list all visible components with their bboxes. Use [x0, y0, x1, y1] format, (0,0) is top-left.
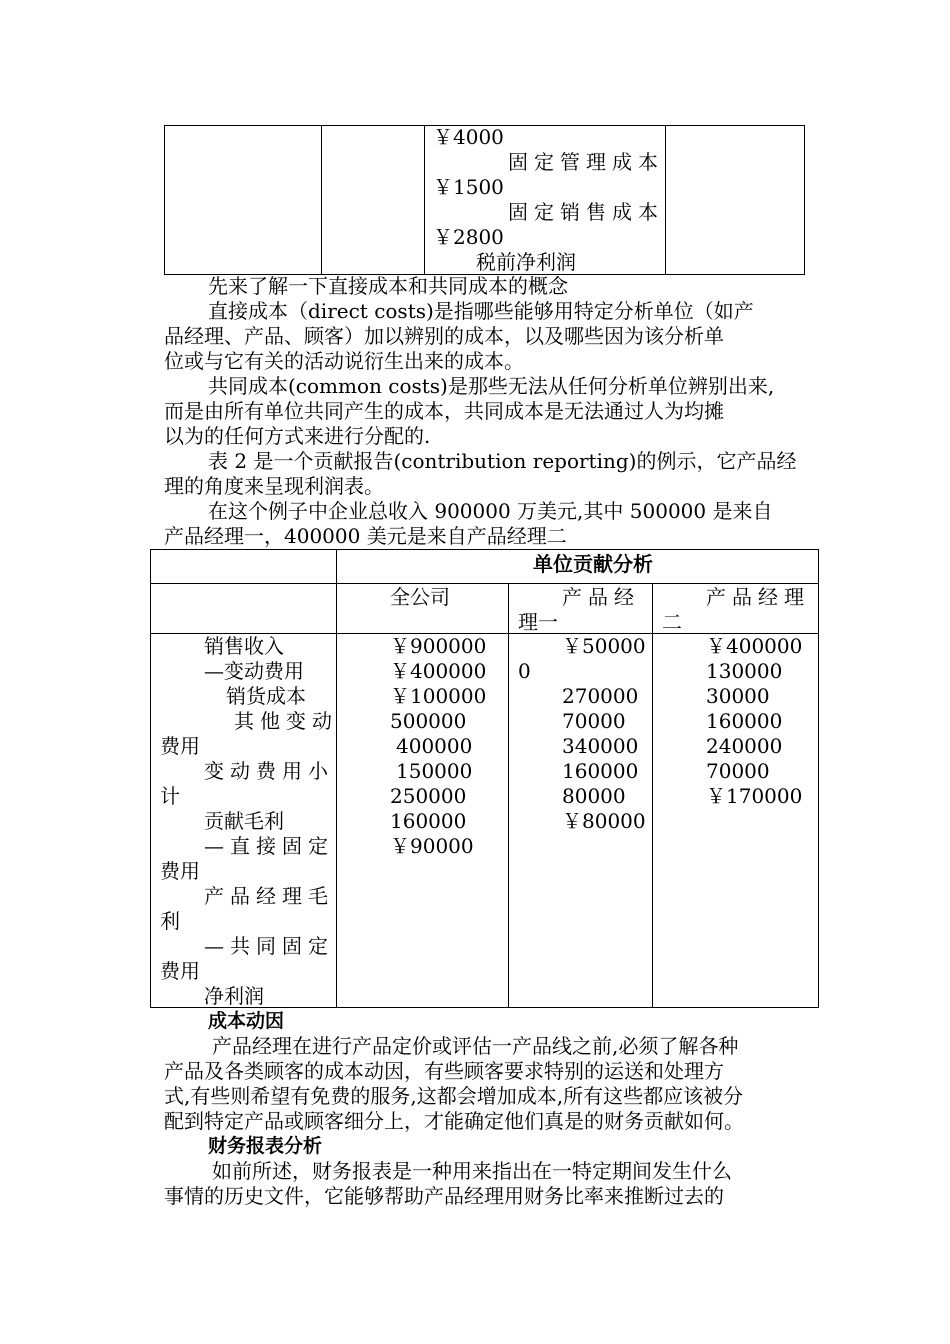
paragraph-line: 产品及各类顾客的成本动因，有些顾客要求特别的运送和处理方	[164, 1059, 724, 1083]
value-cell: ￥400000	[706, 634, 803, 658]
paragraph-line: 理的角度来呈现利润表。	[164, 474, 384, 498]
column-header: 全公司	[390, 585, 450, 609]
row-label: 计	[160, 784, 180, 808]
paragraph-line: 以为的任何方式来进行分配的.	[164, 424, 431, 448]
value-cell: 150000	[396, 759, 473, 783]
cell-text: 固定管理成本	[508, 150, 664, 174]
row-label: 产品经理毛	[204, 884, 334, 908]
value-cell: 240000	[706, 734, 783, 758]
paragraph-line: 直接成本（direct costs)是指哪些能够用特定分析单位（如产	[208, 299, 754, 323]
cell-text: ￥4000	[433, 125, 504, 149]
paragraph-line: 产品经理在进行产品定价或评估一产品线之前,必须了解各种	[212, 1034, 739, 1058]
paragraph-line: 位或与它有关的活动说衍生出来的成本。	[164, 349, 524, 373]
value-cell: 400000	[396, 734, 473, 758]
row-label: 销货成本	[226, 684, 306, 708]
value-cell: ￥400000	[390, 659, 487, 683]
paragraph-line: 式,有些则希望有免费的服务,这都会增加成本,所有这些都应该被分	[164, 1084, 744, 1108]
row-label: 费用	[160, 959, 200, 983]
row-label: —共同固定	[204, 934, 334, 958]
value-cell: 70000	[562, 709, 626, 733]
cell-text: 固定销售成本	[508, 200, 664, 224]
paragraph-line: 先来了解一下直接成本和共同成本的概念	[208, 274, 568, 298]
value-cell: ￥170000	[706, 784, 803, 808]
value-cell: ￥100000	[390, 684, 487, 708]
paragraph-line: 产品经理一，400000 美元是来自产品经理二	[164, 524, 567, 548]
paragraph-line: 如前所述，财务报表是一种用来指出在一特定期间发生什么	[212, 1159, 732, 1183]
paragraph-line: 事情的历史文件，它能够帮助产品经理用财务比率来推断过去的	[164, 1184, 724, 1208]
value-cell: 130000	[706, 659, 783, 683]
row-label: 净利润	[204, 984, 264, 1008]
paragraph-line: 在这个例子中企业总收入 900000 万美元,其中 500000 是来自	[208, 499, 773, 523]
paragraph-line: 配到特定产品或顾客细分上，才能确定他们真是的财务贡献如何。	[164, 1109, 744, 1133]
column-header: 二	[662, 610, 682, 634]
row-label: —直接固定	[204, 834, 334, 858]
value-cell: 340000	[562, 734, 639, 758]
row-label: 销售收入	[204, 634, 284, 658]
row-label: 变动费用小	[204, 759, 334, 783]
value-cell: 70000	[706, 759, 770, 783]
section-heading: 成本动因	[208, 1010, 285, 1032]
row-label: —变动费用	[204, 659, 304, 683]
value-cell: 250000	[390, 784, 467, 808]
cell-text: 税前净利润	[476, 250, 576, 274]
value-cell: ￥80000	[562, 809, 646, 833]
paragraph-line: 共同成本(common costs)是那些无法从任何分析单位辨别出来,	[208, 374, 775, 398]
column-header: 产品经	[562, 585, 640, 609]
column-header: 理一	[518, 610, 558, 634]
value-cell: 80000	[562, 784, 626, 808]
section-heading: 财务报表分析	[208, 1135, 323, 1157]
value-cell: 160000	[390, 809, 467, 833]
cell-text: ￥1500	[433, 175, 504, 199]
column-header: 产品经理	[706, 585, 810, 609]
value-cell: 0	[518, 659, 531, 683]
table-title: 单位贡献分析	[533, 552, 653, 576]
value-cell: 30000	[706, 684, 770, 708]
value-cell: ￥50000	[562, 634, 646, 658]
value-cell: ￥90000	[390, 834, 474, 858]
row-label: 贡献毛利	[204, 809, 284, 833]
cell-text: ￥2800	[433, 225, 504, 249]
value-cell: ￥900000	[390, 634, 487, 658]
paragraph-line: 而是由所有单位共同产生的成本，共同成本是无法通过人为均摊	[164, 399, 724, 423]
row-label: 费用	[160, 859, 200, 883]
value-cell: 160000	[562, 759, 639, 783]
value-cell: 160000	[706, 709, 783, 733]
row-label: 利	[160, 909, 180, 933]
value-cell: 270000	[562, 684, 639, 708]
value-cell: 500000	[390, 709, 467, 733]
paragraph-line: 表 2 是一个贡献报告(contribution reporting)的例示，它产品经	[208, 449, 797, 473]
row-label: 其他变动	[234, 709, 338, 733]
paragraph-line: 品经理、产品、顾客）加以辨别的成本，以及哪些因为该分析单	[164, 324, 724, 348]
row-label: 费用	[160, 734, 200, 758]
